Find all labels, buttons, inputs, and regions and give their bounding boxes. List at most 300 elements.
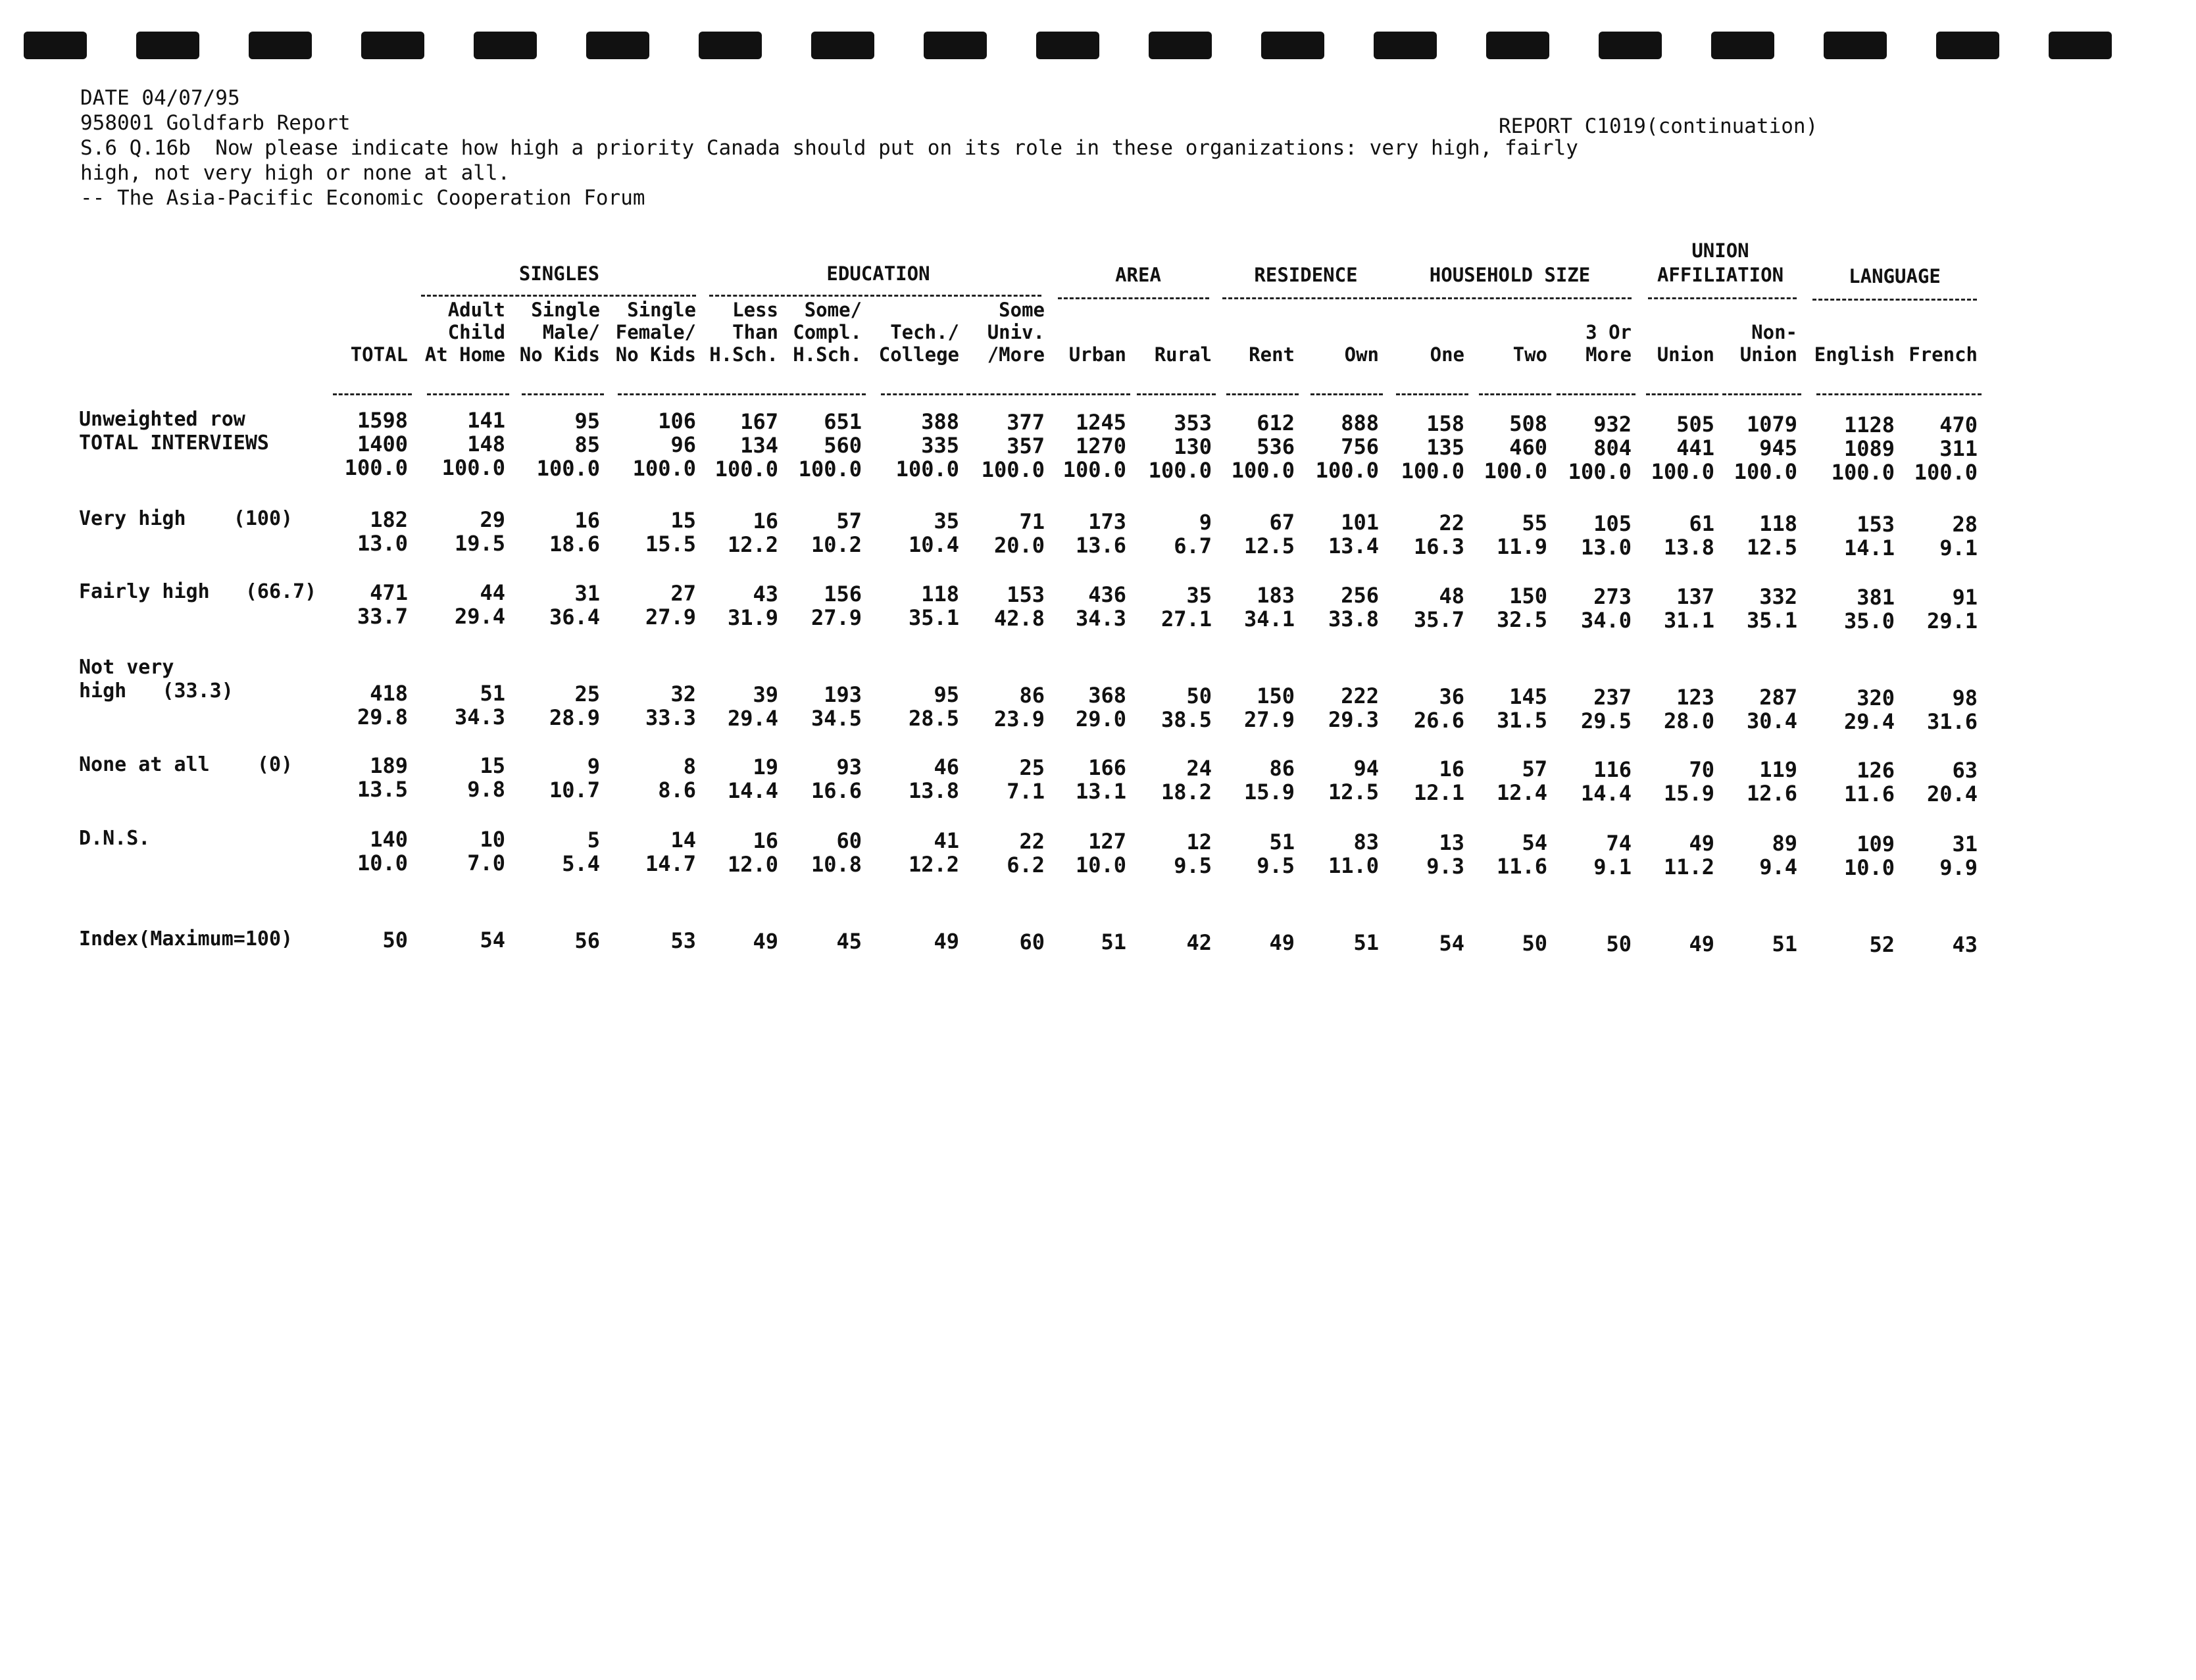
table-cell: 43 — [1952, 932, 1978, 957]
table-cell: 27.9 — [645, 605, 696, 630]
group-residence: RESIDENCE — [1254, 264, 1358, 286]
table-cell: 63 — [1952, 758, 1978, 783]
table-cell: 388 — [921, 409, 959, 434]
column-header: Single Female/ No Kids — [615, 299, 696, 366]
table-cell: 26.6 — [1413, 708, 1464, 733]
table-cell: 14.1 — [1843, 535, 1895, 560]
table-cell: 49 — [934, 929, 959, 954]
table-cell: 222 — [1341, 683, 1379, 708]
table-cell: 1400 — [357, 432, 408, 457]
table-cell: 16 — [753, 828, 778, 853]
column-header: Some Univ. /More — [987, 299, 1045, 366]
table-cell: 27.9 — [811, 605, 862, 630]
table-cell: 381 — [1857, 585, 1895, 610]
table-cell: 35.0 — [1843, 608, 1895, 633]
table-cell: 22 — [1019, 829, 1045, 854]
table-cell: 20.0 — [993, 533, 1045, 558]
table-cell: 471 — [370, 580, 408, 605]
punch-hole — [136, 32, 199, 59]
table-cell: 15 — [670, 508, 696, 533]
table-cell: 135 — [1426, 435, 1464, 460]
table-cell: 34.3 — [454, 704, 505, 729]
column-underline — [703, 393, 782, 395]
table-cell: 95 — [574, 408, 600, 433]
table-cell: 98 — [1952, 685, 1978, 710]
table-cell: 5.4 — [562, 851, 600, 876]
table-cell: 9.4 — [1759, 854, 1797, 879]
row-label: Unweighted row TOTAL INTERVIEWS — [79, 408, 269, 455]
table-cell: 53 — [670, 928, 696, 953]
table-cell: 353 — [1174, 410, 1212, 435]
report-id: REPORT C1019(continuation) — [1499, 114, 1818, 138]
table-cell: 8.6 — [658, 778, 696, 803]
table-cell: 15 — [480, 753, 505, 778]
punch-hole — [24, 32, 87, 59]
table-cell: 57 — [1522, 756, 1547, 781]
table-cell: 10.0 — [357, 851, 408, 876]
column-underline — [1722, 393, 1801, 395]
table-cell: 8 — [683, 754, 696, 779]
punch-hole — [924, 32, 987, 59]
table-cell: 7.0 — [467, 851, 505, 876]
table-cell: 166 — [1088, 755, 1126, 780]
group-household-size: HOUSEHOLD SIZE — [1429, 264, 1591, 286]
table-cell: 12.5 — [1328, 779, 1379, 804]
table-cell: 71 — [1019, 509, 1045, 534]
union-rule — [1648, 297, 1797, 299]
report-name: 958001 Goldfarb Report — [80, 111, 351, 135]
table-cell: 5 — [587, 828, 600, 852]
table-cell: 34.1 — [1243, 606, 1295, 631]
residence-rule — [1222, 297, 1387, 299]
table-cell: 27 — [670, 581, 696, 606]
table-cell: 470 — [1939, 412, 1978, 437]
punch-hole — [1486, 32, 1549, 59]
table-cell: 287 — [1759, 685, 1797, 710]
table-cell: 93 — [836, 754, 862, 779]
table-cell: 31 — [1952, 831, 1978, 856]
table-cell: 12.6 — [1746, 781, 1797, 806]
table-cell: 35.1 — [908, 605, 959, 630]
table-cell: 34.5 — [811, 706, 862, 731]
table-cell: 141 — [467, 408, 505, 433]
table-cell: 38.5 — [1160, 707, 1212, 732]
table-cell: 237 — [1593, 685, 1632, 710]
table-cell: 167 — [740, 409, 778, 434]
table-cell: 94 — [1353, 756, 1379, 781]
table-cell: 13 — [1439, 830, 1464, 855]
column-header: TOTAL — [350, 343, 408, 366]
group-language: LANGUAGE — [1849, 265, 1941, 287]
table-cell: 56 — [574, 928, 600, 953]
table-cell: 30.4 — [1746, 708, 1797, 733]
table-cell: 95 — [934, 682, 959, 707]
punch-hole — [586, 32, 649, 59]
table-cell: 29.0 — [1075, 706, 1126, 731]
table-cell: 42.8 — [993, 606, 1045, 631]
table-cell: 945 — [1759, 435, 1797, 460]
column-header: English — [1814, 343, 1895, 366]
table-cell: 10.0 — [1075, 852, 1126, 877]
table-cell: 106 — [658, 408, 696, 433]
table-cell: 12.5 — [1746, 535, 1797, 560]
column-header: French — [1909, 343, 1978, 366]
table-cell: 100.0 — [895, 457, 959, 482]
table-cell: 24 — [1186, 756, 1212, 781]
table-cell: 189 — [370, 753, 408, 778]
table-cell: 11.0 — [1328, 853, 1379, 878]
language-rule — [1812, 299, 1977, 301]
table-cell: 29.3 — [1328, 707, 1379, 732]
table-cell: 11.6 — [1496, 854, 1547, 879]
table-cell: 19.5 — [454, 531, 505, 556]
table-cell: 15.9 — [1663, 781, 1714, 806]
table-cell: 6.2 — [1007, 852, 1045, 877]
table-cell: 100.0 — [1231, 458, 1295, 483]
punch-hole — [1036, 32, 1099, 59]
table-cell: 335 — [921, 433, 959, 458]
table-cell: 96 — [670, 432, 696, 457]
punch-hole — [474, 32, 537, 59]
table-cell: 100.0 — [714, 457, 778, 482]
table-cell: 156 — [824, 581, 862, 606]
report-date: DATE 04/07/95 — [80, 86, 240, 110]
table-cell: 14 — [670, 828, 696, 852]
punch-hole — [1824, 32, 1887, 59]
group-union-line1: UNION — [1691, 239, 1749, 262]
row-label: D.N.S. — [79, 827, 151, 850]
column-header: Single Male/ No Kids — [519, 299, 600, 366]
table-cell: 27.9 — [1243, 707, 1295, 732]
table-cell: 51 — [1353, 930, 1379, 955]
table-cell: 12.1 — [1413, 780, 1464, 805]
row-label: Very high (100) — [79, 507, 293, 530]
table-cell: 100.0 — [1734, 459, 1797, 484]
punch-hole — [811, 32, 874, 59]
table-cell: 28.9 — [549, 705, 600, 730]
table-cell: 11.6 — [1843, 781, 1895, 806]
table-cell: 13.0 — [1580, 535, 1632, 560]
column-underline — [1226, 393, 1299, 395]
table-cell: 57 — [836, 508, 862, 533]
table-cell: 39 — [753, 682, 778, 707]
table-cell: 932 — [1593, 412, 1632, 437]
punch-hole — [1936, 32, 1999, 59]
table-cell: 45 — [836, 929, 862, 954]
singles-rule — [421, 295, 696, 297]
group-singles: SINGLES — [518, 262, 600, 285]
table-cell: 153 — [1857, 512, 1895, 537]
column-underline — [1310, 393, 1383, 395]
table-cell: 145 — [1509, 684, 1547, 709]
table-cell: 100.0 — [1831, 460, 1895, 485]
table-cell: 148 — [467, 432, 505, 457]
table-cell: 41 — [934, 828, 959, 853]
table-cell: 31 — [574, 581, 600, 606]
table-cell: 273 — [1593, 584, 1632, 609]
group-union-affiliation: AFFILIATION — [1657, 264, 1784, 286]
table-cell: 61 — [1689, 511, 1714, 536]
table-cell: 441 — [1676, 435, 1714, 460]
table-cell: 173 — [1088, 509, 1126, 534]
column-underline — [881, 393, 963, 395]
table-cell: 49 — [1269, 930, 1295, 955]
column-header: Two — [1512, 343, 1547, 366]
table-cell: 100.0 — [441, 455, 505, 480]
table-cell: 1598 — [357, 408, 408, 433]
table-cell: 13.5 — [357, 777, 408, 802]
punch-hole — [1711, 32, 1774, 59]
table-cell: 7.1 — [1007, 779, 1045, 804]
question-line-1: S.6 Q.16b Now please indicate how high a priority Canada should put on its role in these organizations: very high, fairly — [80, 136, 1578, 160]
table-cell: 1079 — [1746, 412, 1797, 437]
table-cell: 29.4 — [1843, 709, 1895, 734]
table-cell: 13.6 — [1075, 533, 1126, 558]
table-cell: 127 — [1088, 829, 1126, 854]
column-underline — [784, 393, 866, 395]
table-cell: 50 — [382, 927, 408, 952]
column-underline — [618, 393, 700, 395]
table-cell: 153 — [1007, 582, 1045, 607]
table-cell: 10.2 — [811, 532, 862, 557]
table-cell: 67 — [1269, 510, 1295, 535]
table-cell: 34.0 — [1580, 608, 1632, 633]
table-cell: 100.0 — [1914, 460, 1978, 485]
table-cell: 16.3 — [1413, 534, 1464, 559]
table-cell: 33.3 — [645, 705, 696, 730]
table-cell: 42 — [1186, 930, 1212, 955]
table-cell: 13.8 — [908, 778, 959, 803]
punch-hole — [1374, 32, 1437, 59]
table-cell: 9.1 — [1593, 854, 1632, 879]
punch-hole — [1599, 32, 1662, 59]
table-cell: 100.0 — [536, 456, 600, 481]
table-cell: 100.0 — [798, 457, 862, 482]
table-cell: 49 — [1689, 931, 1714, 956]
table-cell: 119 — [1759, 757, 1797, 782]
column-header: Urban — [1068, 343, 1126, 366]
table-cell: 23.9 — [993, 706, 1045, 731]
table-cell: 193 — [824, 682, 862, 707]
table-cell: 35 — [1186, 583, 1212, 608]
column-underline — [1816, 393, 1899, 395]
table-cell: 16 — [753, 508, 778, 533]
table-cell: 9 — [587, 754, 600, 779]
punch-hole-strip — [24, 32, 2175, 61]
table-cell: 651 — [824, 409, 862, 434]
table-cell: 256 — [1341, 583, 1379, 608]
table-cell: 32.5 — [1496, 607, 1547, 632]
question-line-3: -- The Asia-Pacific Economic Cooperation Forum — [80, 186, 645, 210]
table-cell: 9.3 — [1426, 854, 1464, 879]
table-cell: 320 — [1857, 685, 1895, 710]
table-cell: 60 — [1019, 929, 1045, 954]
column-underline — [333, 393, 412, 395]
table-cell: 12.2 — [727, 532, 778, 557]
table-cell: 25 — [574, 681, 600, 706]
table-cell: 54 — [1439, 931, 1464, 956]
column-header: 3 Or More — [1585, 321, 1632, 366]
table-cell: 50 — [1606, 931, 1632, 956]
table-cell: 29 — [480, 507, 505, 532]
table-cell: 29.8 — [357, 704, 408, 729]
table-cell: 36 — [1439, 684, 1464, 709]
table-cell: 86 — [1269, 756, 1295, 781]
table-cell: 49 — [753, 929, 778, 954]
table-cell: 54 — [480, 927, 505, 952]
column-underline — [1557, 393, 1635, 395]
table-cell: 51 — [1101, 929, 1126, 954]
table-cell: 18.2 — [1160, 779, 1212, 804]
table-cell: 536 — [1257, 434, 1295, 459]
column-header: Adult Child At Home — [424, 299, 505, 366]
table-cell: 51 — [480, 681, 505, 706]
table-cell: 74 — [1606, 831, 1632, 856]
table-cell: 12 — [1186, 829, 1212, 854]
table-cell: 13.8 — [1663, 535, 1714, 560]
table-cell: 12.2 — [908, 852, 959, 877]
table-cell: 43 — [753, 581, 778, 606]
table-cell: 9.5 — [1257, 853, 1295, 878]
table-cell: 100.0 — [344, 455, 408, 480]
table-cell: 35.1 — [1746, 608, 1797, 633]
table-cell: 32 — [670, 681, 696, 706]
punch-hole — [361, 32, 424, 59]
column-header: Union — [1657, 343, 1714, 366]
table-cell: 100.0 — [1484, 458, 1547, 483]
punch-hole — [249, 32, 312, 59]
table-cell: 14.4 — [1580, 781, 1632, 806]
table-cell: 29.4 — [727, 706, 778, 731]
table-cell: 888 — [1341, 410, 1379, 435]
table-cell: 9.9 — [1939, 855, 1978, 880]
table-cell: 14.7 — [645, 851, 696, 876]
table-cell: 137 — [1676, 584, 1714, 609]
table-cell: 13.1 — [1075, 779, 1126, 804]
table-cell: 418 — [370, 681, 408, 706]
table-cell: 560 — [824, 433, 862, 458]
table-cell: 31.1 — [1663, 608, 1714, 633]
column-underline — [1646, 393, 1718, 395]
table-cell: 1128 — [1843, 412, 1895, 437]
table-cell: 332 — [1759, 584, 1797, 609]
table-cell: 368 — [1088, 683, 1126, 708]
table-cell: 100.0 — [1062, 457, 1126, 482]
table-cell: 100.0 — [981, 457, 1045, 482]
table-cell: 46 — [934, 754, 959, 779]
table-cell: 134 — [740, 433, 778, 458]
column-header: Rent — [1249, 343, 1295, 366]
column-underline — [1479, 393, 1551, 395]
table-cell: 35.7 — [1413, 607, 1464, 632]
table-cell: 10.0 — [1843, 855, 1895, 880]
table-cell: 12.0 — [727, 852, 778, 877]
punch-hole — [1261, 32, 1324, 59]
table-cell: 100.0 — [1315, 458, 1379, 483]
table-cell: 52 — [1869, 932, 1895, 957]
group-area: AREA — [1115, 264, 1161, 286]
table-cell: 29.4 — [454, 604, 505, 629]
table-cell: 60 — [836, 828, 862, 853]
table-cell: 16 — [574, 508, 600, 533]
table-cell: 31.9 — [727, 605, 778, 630]
household-rule — [1388, 297, 1632, 299]
table-cell: 14.4 — [727, 778, 778, 803]
table-cell: 6.7 — [1174, 533, 1212, 558]
table-cell: 33.8 — [1328, 606, 1379, 631]
table-cell: 28.0 — [1663, 708, 1714, 733]
column-header: Less Than H.Sch. — [709, 299, 778, 366]
table-cell: 16 — [1439, 756, 1464, 781]
row-label: None at all (0) — [79, 753, 293, 776]
table-cell: 12.5 — [1243, 533, 1295, 558]
table-cell: 140 — [370, 827, 408, 852]
table-cell: 100.0 — [1401, 458, 1464, 483]
table-cell: 55 — [1522, 510, 1547, 535]
table-cell: 70 — [1689, 757, 1714, 782]
punch-hole — [699, 32, 762, 59]
table-cell: 29.5 — [1580, 708, 1632, 733]
table-cell: 436 — [1088, 582, 1126, 607]
table-cell: 85 — [574, 432, 600, 457]
area-rule — [1058, 297, 1209, 299]
table-cell: 1270 — [1075, 433, 1126, 458]
table-cell: 51 — [1269, 829, 1295, 854]
table-cell: 28.5 — [908, 706, 959, 731]
table-cell: 118 — [921, 581, 959, 606]
table-cell: 130 — [1174, 434, 1212, 459]
table-cell: 15.5 — [645, 531, 696, 556]
table-cell: 50 — [1522, 931, 1547, 956]
table-cell: 123 — [1676, 685, 1714, 710]
table-cell: 86 — [1019, 683, 1045, 708]
table-cell: 105 — [1593, 511, 1632, 536]
table-cell: 27.1 — [1160, 606, 1212, 631]
table-cell: 31.5 — [1496, 708, 1547, 733]
table-cell: 11.9 — [1496, 534, 1547, 559]
table-cell: 9.5 — [1174, 853, 1212, 878]
table-cell: 109 — [1857, 831, 1895, 856]
table-cell: 50 — [1186, 683, 1212, 708]
table-cell: 16.6 — [811, 778, 862, 803]
column-header: Rural — [1154, 343, 1212, 366]
table-cell: 13.0 — [357, 531, 408, 556]
table-cell: 460 — [1509, 435, 1547, 460]
table-cell: 804 — [1593, 435, 1632, 460]
table-cell: 9.8 — [467, 777, 505, 802]
table-cell: 12.4 — [1496, 780, 1547, 805]
table-cell: 83 — [1353, 829, 1379, 854]
table-cell: 34.3 — [1075, 606, 1126, 631]
column-underline — [1899, 393, 1982, 395]
table-cell: 100.0 — [1568, 459, 1632, 484]
table-cell: 31.6 — [1926, 709, 1978, 734]
table-cell: 36.4 — [549, 605, 600, 630]
table-cell: 100.0 — [632, 456, 696, 481]
column-underline — [522, 393, 604, 395]
table-cell: 1089 — [1843, 436, 1895, 461]
column-header: Own — [1344, 343, 1379, 366]
table-cell: 100.0 — [1651, 459, 1714, 484]
column-underline — [427, 393, 509, 395]
table-cell: 54 — [1522, 830, 1547, 855]
table-cell: 15.9 — [1243, 779, 1295, 804]
table-cell: 20.4 — [1926, 781, 1978, 806]
row-label: Not very high (33.3) — [79, 656, 234, 703]
table-cell: 612 — [1257, 410, 1295, 435]
table-cell: 49 — [1689, 831, 1714, 856]
question-line-2: high, not very high or none at all. — [80, 161, 511, 185]
